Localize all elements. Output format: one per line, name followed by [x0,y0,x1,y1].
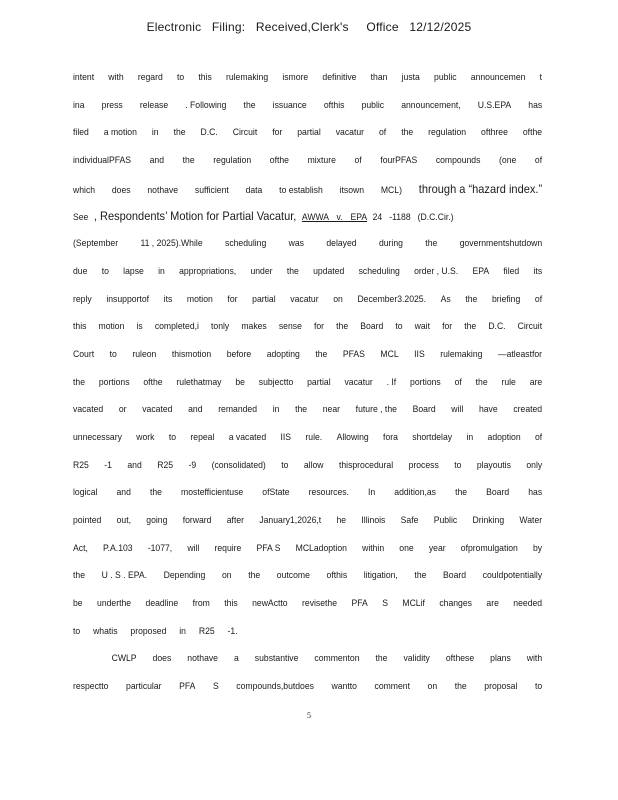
word: the [336,320,349,332]
word: partial [252,292,276,304]
word: this [224,597,238,609]
word: remanded [218,403,258,415]
word: ofthree [481,126,508,138]
word: updated [313,264,345,276]
word: 11 , 2025).While [140,237,203,249]
word: U . S . EPA. [101,569,148,581]
word: briefing [491,292,521,304]
word: in [272,403,280,415]
word: adoption [487,430,521,442]
word: definitive [322,71,357,82]
text-line [73,126,542,154]
word: this [198,71,212,82]
word: the [375,652,388,664]
word: newActto [252,597,288,609]
word: sense [278,320,302,332]
word: from [192,597,210,609]
word: pointed [73,514,102,525]
word: delayed [326,237,357,249]
word: the [295,403,308,415]
word: deadline [145,597,179,609]
word: to [109,347,117,359]
word: partial [307,375,331,387]
word: commenton [314,652,360,664]
word: under [250,264,273,276]
word: unnecessary [73,430,122,442]
word: the [465,292,478,304]
word: t [539,71,543,82]
word: is [136,320,143,332]
word: changes [439,597,472,609]
word: compounds [435,154,481,166]
word: (consolidated) [211,458,266,470]
word: to [168,430,177,442]
word: scheduling [225,237,267,249]
word: ofpromulgation [460,541,518,553]
text-line [73,431,542,459]
word: issuance [272,98,307,110]
word: playoutis [476,458,511,470]
word: December3.2025. [357,292,427,304]
word: ina [73,98,85,110]
word: the [401,126,414,138]
case-number: 24 -1188 (D.C.Cir.) [372,211,454,223]
word: be [73,597,83,609]
word: outcome [276,569,310,581]
word: will [451,403,464,415]
filing-stamp-header: Electronic Filing: Received,Clerk's Office 12/12/2025 [146,20,472,34]
word: plans [490,652,511,664]
text-line [73,403,542,431]
word: after [226,514,245,525]
word: in [179,624,186,636]
word: litigation, [363,569,398,581]
word: wait [414,320,430,332]
text-line [73,265,542,293]
word: nothave [187,652,218,664]
word: announcement, [401,98,461,110]
word: the [286,264,299,276]
word: for [227,292,238,304]
word: addition,as [394,486,437,498]
word: particular [126,680,162,692]
word: January1,2026,t [259,514,322,525]
word: R25 [198,624,215,636]
word: insupportof [106,292,150,304]
word: be [235,375,245,387]
word: created [513,403,543,415]
word: proposed [130,624,167,636]
word: to [176,71,185,82]
word: MCL [380,347,399,359]
word: ruleon [132,347,157,359]
word: ofthis [326,569,348,581]
word: has [528,98,543,110]
word: Circuit [232,126,258,138]
text-line [73,597,542,625]
word: intent [73,71,95,82]
text-line [73,209,542,237]
word: of [354,154,362,166]
word: will [187,541,200,553]
word: Circuit [517,320,543,332]
word: S [382,597,388,609]
word: Illinois [361,514,386,525]
word: scheduling [358,264,400,276]
word: a motion [103,126,137,138]
word: R25 [157,458,174,470]
text-line [73,569,542,597]
text-line [73,680,542,708]
word: the [73,569,86,581]
word: vacatur [344,375,373,387]
word: fora [383,430,398,442]
word: was [288,237,304,249]
word: S [212,680,219,692]
word: only [526,458,543,470]
word: nothave [147,183,179,195]
word: out, [116,514,131,525]
word: comment [374,680,410,692]
word: for [272,126,283,138]
word: Safe [400,514,419,525]
word: of [534,430,543,442]
word: couldpotentially [482,569,543,581]
word: MCL) [380,183,402,195]
word: needed [513,597,543,609]
word: process [408,458,439,470]
word: repeal [190,430,215,442]
word: the [315,347,328,359]
word: CWLP [111,652,137,664]
word: D.C. [200,126,218,138]
word: and [127,458,142,470]
word: in [151,126,159,138]
word: individualPFAS [73,154,132,166]
word: filed [503,264,520,276]
word: does [152,652,172,664]
word: EPA [472,264,490,276]
word: appropriations, [179,264,237,276]
word: logical [73,486,98,498]
word: Drinking [472,514,505,525]
word: justa [401,71,420,82]
word: rule. [305,430,323,442]
word: to [101,264,109,276]
word: and [188,403,203,415]
word: year [428,541,446,553]
word: ismore [282,71,309,82]
word: ofthe [269,154,289,166]
word: wantto [331,680,357,692]
word: Board [360,320,384,332]
word: the [414,569,427,581]
word: the [454,680,467,692]
word: vacatur [290,292,319,304]
word: and [149,154,165,166]
word: substantive [254,652,299,664]
word: to [281,458,289,470]
word: makes [241,320,267,332]
word: have [478,403,498,415]
word: motion [186,292,213,304]
word: reply [73,292,92,304]
word: and [116,486,131,498]
word: PFAS [342,347,365,359]
word: by [533,541,543,553]
word: subjectto [258,375,294,387]
word: which [73,183,96,195]
word: rulemaking [225,71,269,82]
word: R25 [73,458,89,470]
word: than [370,71,388,82]
word: require [214,541,242,553]
word: the [455,486,468,498]
word: sufficient [194,183,229,195]
word: during [378,237,403,249]
word: the [425,237,438,249]
word: regulation [428,126,467,138]
word: completed,i [154,320,199,332]
word: governmentshutdown [459,237,543,249]
word: to establish [279,183,323,195]
word: Water [519,514,543,525]
word: As [440,292,451,304]
word: Board [486,486,510,498]
word: does [111,183,131,195]
word: D.C. [488,320,506,332]
text-line [73,459,542,487]
word: in [158,264,165,276]
word: —atleastfor [497,347,543,359]
hazard-index-phrase: through a “hazard index.” [418,181,543,196]
word: of [534,154,543,166]
text-line [73,348,542,376]
text-line [73,625,542,653]
word: lapse [123,264,144,276]
word: (September [73,237,119,249]
word: with [526,652,543,664]
word: vacated [73,403,104,415]
word: the [243,98,256,110]
word: Act, [73,541,88,553]
word: -1 [104,458,112,470]
word: the [475,375,488,387]
word: ofthe [522,126,543,138]
word: regard [137,71,163,82]
word: . If [386,375,397,387]
word: revisethe [302,597,338,609]
word: regulation [213,154,252,166]
word: MCLif [402,597,425,609]
word: MCLadoption [295,541,347,553]
word: due [73,264,88,276]
word: near [322,403,341,415]
text-line [73,320,542,348]
case-name: AWWA v. EPA [301,211,368,223]
word: release [139,98,169,110]
word: order , U.S. [414,264,459,276]
word: future , the [355,403,397,415]
word: -1077, [147,541,173,553]
body-text [73,71,543,708]
word: the [464,320,477,332]
word: are [529,375,543,387]
word: with [108,71,124,82]
word: to [73,624,81,636]
word: (one [499,154,517,166]
word: ofthe [143,375,163,387]
text-line [73,182,542,210]
word: Court [73,347,95,359]
word: IIS [414,347,425,359]
word: In [368,486,376,498]
text-line [73,293,542,321]
word: of [379,126,387,138]
word: public [434,71,457,82]
word: portions [98,375,130,387]
word: before [226,347,252,359]
word: shortdelay [412,430,453,442]
text-line [73,237,542,265]
text-line [73,71,542,99]
word: mostefficientuse [181,486,244,498]
word: IIS [280,430,292,442]
word: this [73,320,87,332]
word: going [146,514,168,525]
word: on [221,569,232,581]
word: forward [182,514,212,525]
word: of [534,292,543,304]
word: data [245,183,263,195]
word: rule [501,375,516,387]
word: partial [297,126,321,138]
word: fourPFAS [380,154,418,166]
word: Allowing [336,430,369,442]
word: ofthis [323,98,345,110]
word: Board [412,403,436,415]
word: -9 [188,458,197,470]
word: one [399,541,414,553]
word: ofthese [445,652,475,664]
citation-title: , Respondents’ Motion for Partial Vacatur, [93,209,297,224]
word: U.S.EPA [477,98,512,110]
word: on [333,292,343,304]
word: public [361,98,385,110]
word: for [442,320,453,332]
word: rulemaking [440,347,483,359]
word: in [466,430,474,442]
word: announcemen [470,71,526,82]
word: -1. [227,624,238,636]
word: ofState [262,486,290,498]
word: itsown [339,183,365,195]
word: validity [403,652,430,664]
word: respectto [73,680,109,692]
word: vacatur [335,126,365,138]
word: underthe [97,597,132,609]
word: PFA [351,597,368,609]
word: to [454,458,462,470]
word: whatis [93,624,118,636]
word: mixture [307,154,336,166]
word: motion [98,320,125,332]
word: to [395,320,403,332]
word: are [486,597,499,609]
word: Depending [163,569,206,581]
word: thismotion [171,347,212,359]
word: within [362,541,385,553]
text-line [73,99,542,127]
word: vacated [142,403,173,415]
word: P.A.103 [103,541,133,553]
word: to [534,680,543,692]
page-number: 5 [307,711,311,720]
word: its [533,264,543,276]
word: the [248,569,261,581]
word: the [149,486,162,498]
text-line [73,542,542,570]
word: Board [443,569,467,581]
word: rulethatmay [176,375,222,387]
word: he [336,514,347,525]
word: portions [410,375,441,387]
word: Public [433,514,458,525]
text-line [73,376,542,404]
word: tonly [211,320,230,332]
word: of [454,375,462,387]
word: allow [303,458,324,470]
word: the [182,154,195,166]
word: adopting [266,347,300,359]
text-line [73,486,542,514]
text-line [73,154,542,182]
citation-signal: See [73,211,89,223]
word: on [427,680,438,692]
word: the [173,126,186,138]
word: proposal [484,680,518,692]
word: compounds,butdoes [236,680,314,692]
word: work [136,430,155,442]
word: for [313,320,325,332]
word: press [101,98,123,110]
word: a [233,652,239,664]
word: PFA [179,680,196,692]
text-line [73,514,542,542]
word: a vacated [228,430,267,442]
word: thisprocedural [338,458,394,470]
word: resources. [308,486,349,498]
word: has [528,486,543,498]
word: or [118,403,127,415]
word: filed [73,126,89,138]
word: its [163,292,173,304]
word: . Following [185,98,227,110]
word: the [73,375,86,387]
text-line [73,652,542,680]
word: PFA S [256,541,281,553]
